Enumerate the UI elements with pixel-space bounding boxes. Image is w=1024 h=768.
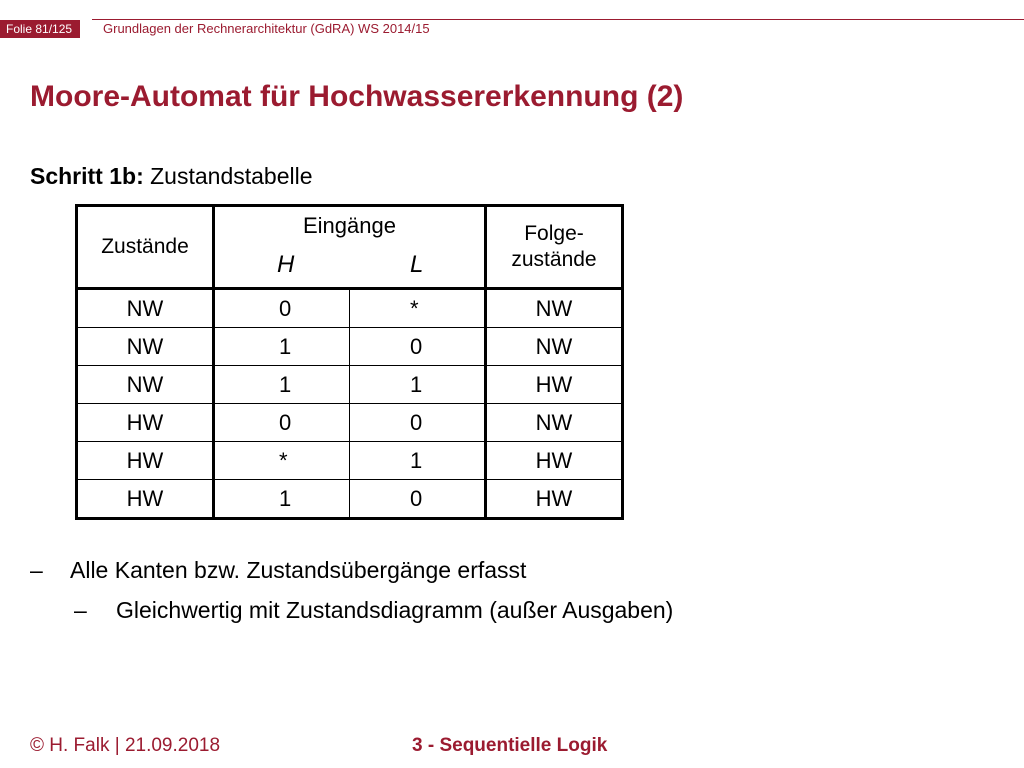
state-table bbox=[75, 204, 624, 520]
cell-state: HW bbox=[77, 404, 214, 442]
cell-input-h: * bbox=[214, 442, 350, 480]
cell-next-state: NW bbox=[486, 328, 623, 366]
table-row bbox=[77, 480, 623, 519]
header-input-l: L bbox=[410, 251, 424, 278]
header-inputs bbox=[214, 206, 486, 289]
bullet-level1 bbox=[30, 550, 673, 590]
cell-next-state: NW bbox=[486, 289, 623, 328]
cell-state: HW bbox=[77, 442, 214, 480]
header-states: Zustände bbox=[77, 206, 214, 289]
cell-input-l: 1 bbox=[350, 366, 486, 404]
bullet-level2-text: Gleichwertig mit Zustandsdiagramm (außer Ausgaben) bbox=[116, 597, 674, 623]
cell-input-h: 1 bbox=[214, 480, 350, 519]
table-row bbox=[77, 442, 623, 480]
bullet-dash: – bbox=[30, 557, 43, 583]
header-next-states bbox=[486, 206, 623, 289]
header-input-h: H bbox=[277, 251, 295, 278]
bullet-level1-text: Alle Kanten bzw. Zustandsübergänge erfasst bbox=[70, 557, 527, 583]
cell-next-state: HW bbox=[486, 480, 623, 519]
slide-counter: Folie 81/125 bbox=[0, 20, 80, 38]
cell-state: NW bbox=[77, 328, 214, 366]
table-row bbox=[77, 404, 623, 442]
cell-state: NW bbox=[77, 289, 214, 328]
header-inputs-title: Eingänge bbox=[303, 213, 396, 238]
bullet-level2 bbox=[30, 590, 673, 630]
cell-input-h: 0 bbox=[214, 289, 350, 328]
cell-next-state: HW bbox=[486, 442, 623, 480]
table-row bbox=[77, 366, 623, 404]
bullet-list bbox=[30, 550, 673, 630]
slide-title: Moore-Automat für Hochwassererkennung (2) bbox=[30, 80, 684, 113]
step-label: Schritt 1b: bbox=[30, 163, 144, 189]
header-next-line1: Folge- bbox=[524, 222, 584, 245]
step-heading bbox=[30, 161, 313, 191]
table-body bbox=[77, 289, 623, 519]
cell-next-state: HW bbox=[486, 366, 623, 404]
cell-input-l: 0 bbox=[350, 480, 486, 519]
header-next-line2: zustände bbox=[511, 248, 597, 271]
bullet-dash: – bbox=[74, 597, 87, 623]
cell-input-h: 1 bbox=[214, 366, 350, 404]
cell-state: HW bbox=[77, 480, 214, 519]
cell-input-l: 1 bbox=[350, 442, 486, 480]
cell-state: NW bbox=[77, 366, 214, 404]
table-header-row bbox=[77, 206, 623, 289]
cell-next-state: NW bbox=[486, 404, 623, 442]
table-row bbox=[77, 328, 623, 366]
header-divider bbox=[92, 19, 1024, 20]
footer-author: © H. Falk | 21.09.2018 bbox=[30, 735, 221, 756]
cell-input-h: 1 bbox=[214, 328, 350, 366]
course-title: Grundlagen der Rechnerarchitektur (GdRA) WS 2014/15 bbox=[103, 21, 430, 36]
cell-input-l: 0 bbox=[350, 404, 486, 442]
cell-input-l: 0 bbox=[350, 328, 486, 366]
cell-input-h: 0 bbox=[214, 404, 350, 442]
footer-chapter: 3 - Sequentielle Logik bbox=[412, 735, 608, 756]
table-row bbox=[77, 289, 623, 328]
step-text: Zustandstabelle bbox=[143, 163, 313, 189]
cell-input-l: * bbox=[350, 289, 486, 328]
